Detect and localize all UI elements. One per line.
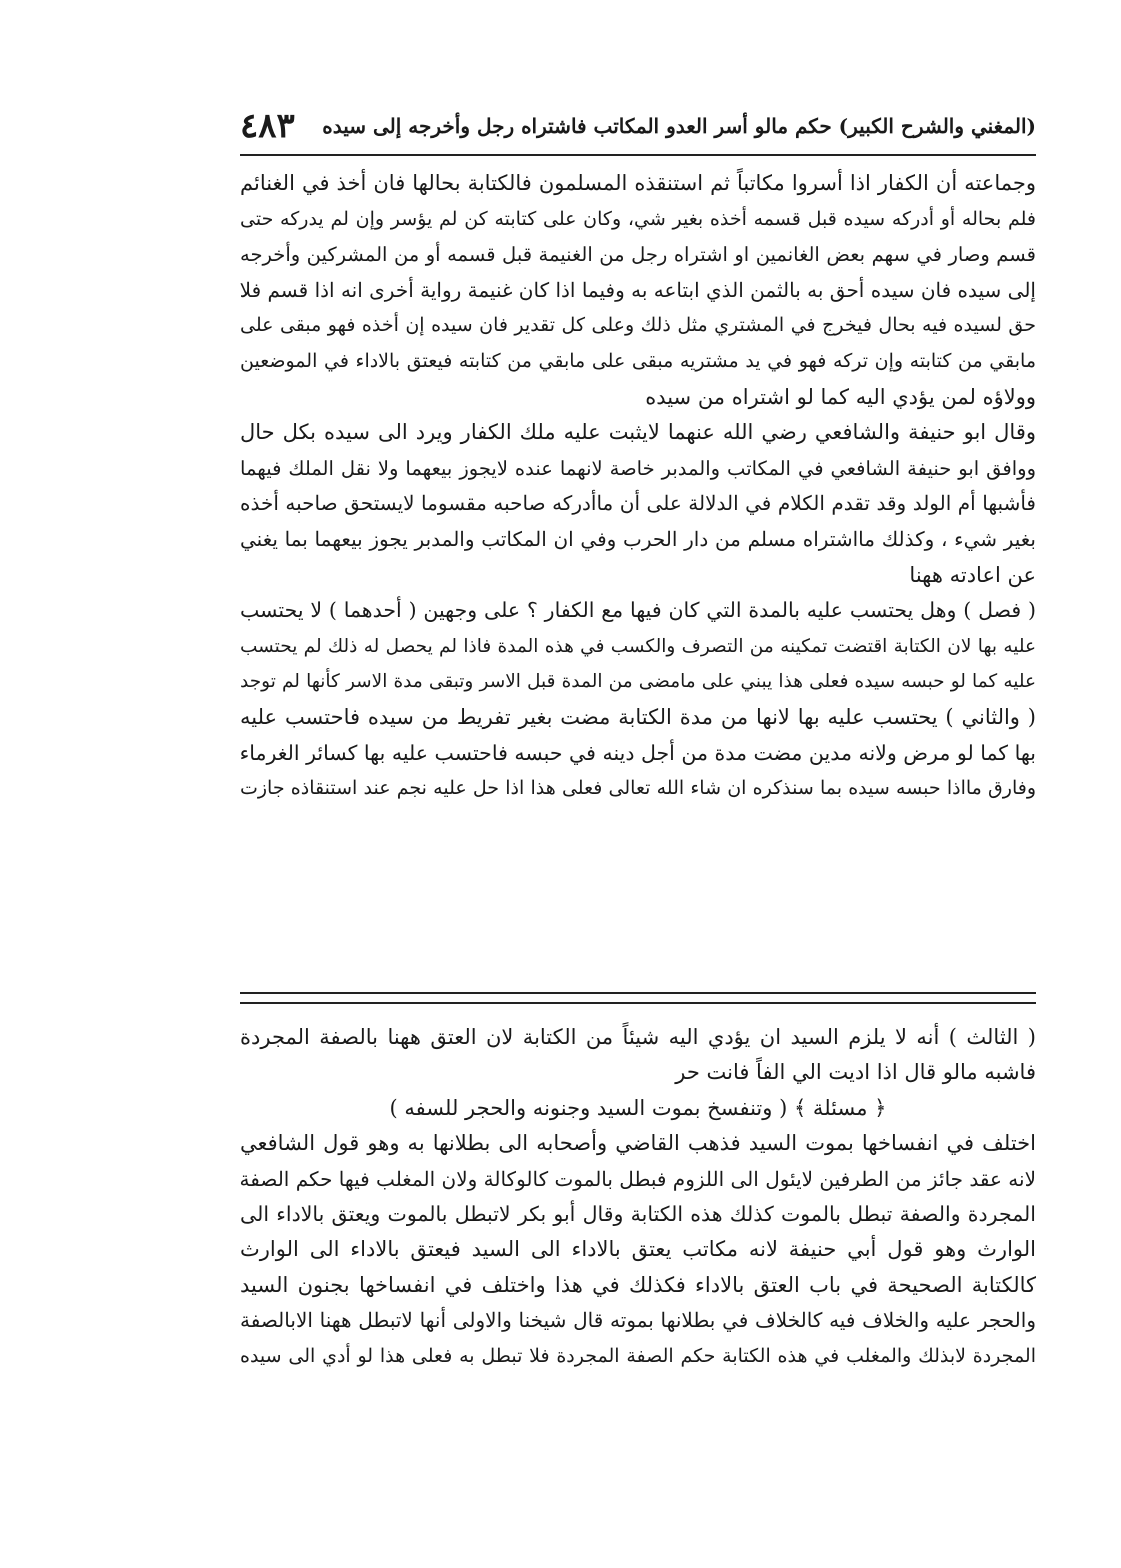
text-line: حق لسيده فيه بحال فيخرج في المشتري مثل ذلك وعلى كل تقدير فان سيده إن أخذه فهو مبقى على (240, 314, 1036, 337)
text-line: ( الثالث ) أنه لا يلزم السيد ان يؤدي اليه شيئاً من الكتابة لان العتق ههنا بالصفة المجردة (240, 1025, 1036, 1049)
text-line: قسم وصار في سهم بعض الغانمين او اشتراه رجل من الغنيمة قبل قسمه أو من المشركين وأخرجه (240, 243, 1036, 267)
text-line: وولاؤه لمن يؤدي اليه كما لو اشتراه من سيده (645, 384, 1036, 409)
text-line: كالكتابة الصحيحة في باب العتق بالاداء فكذلك في هذا واختلف في انفساخها بجنون السيد (240, 1272, 1036, 1297)
text-line: المجردة لابذلك والمغلب في هذه الكتابة حكم الصفة المجردة فلا تبطل به فعلى هذا لو أدي الى سيده (240, 1344, 1036, 1367)
text-line: ووافق ابو حنيفة الشافعي في المكاتب والمدبر خاصة لانهما عنده لايجوز بيعهما ولا نقل الملك فيهما (240, 456, 1036, 480)
text-line: لانه عقد جائز من الطرفين لايئول الى اللزوم فبطل بالموت كالوكالة ولان المغلب فيها حكم الصفة (240, 1166, 1036, 1191)
text-line: وجماعته أن الكفار اذا أسروا مكاتباً ثم استنقذه المسلمون فالكتابة بحالها فان أخذ في الغنائم (240, 171, 1036, 195)
text-line: عليه بها لان الكتابة اقتضت تمكينه من التصرف والكسب في هذه المدة فاذا لم يحصل له ذلك لم يحتسب (240, 635, 1036, 657)
lower-text-block (240, 1020, 1036, 1374)
text-line: عن اعادته ههنا (909, 562, 1036, 587)
text-line: المجردة والصفة تبطل بالموت كذلك هذه الكتابة وقال أبو بكر لاتبطل بالموت ويعتق بالاداء الى (240, 1201, 1036, 1226)
header-rule (240, 154, 1036, 156)
text-line: فاشبه مالو قال اذا اديت الي الفاً فانت حر (675, 1060, 1036, 1085)
text-line: ( والثاني ) يحتسب عليه بها لانها من مدة الكتابة مضت بغير تفريط من سيده فاحتسب عليه (240, 704, 1036, 729)
text-line: عليه كما لو حبسه سيده فعلى هذا يبني على مامضى من المدة قبل الاسر وتبقى مدة الاسر كأنها لم توجد (240, 671, 1036, 693)
text-line: مابقي من كتابته وإن تركه فهو في يد مشتريه مبقى على مابقي من كتابته فيعتق بالاداء في الموضعين (240, 349, 1036, 372)
page-number: ٤٨٣ (240, 106, 295, 146)
running-title: (المغني والشرح الكبير) حكم مالو أسر العدو المكاتب فاشتراه رجل وأخرجه إلى سيده (322, 114, 1036, 138)
text-line: إلى سيده فان سيده أحق به بالثمن الذي ابتاعه به وفيما اذا كان غنيمة رواية أخرى انه اذا قسم فلا (240, 277, 1036, 302)
text-line: بغير شيء ، وكذلك مااشتراه مسلم من دار الحرب وفي ان المكاتب والمدبر يجوز بيعهما بما يغني (240, 526, 1036, 551)
text-line: ( فصل ) وهل يحتسب عليه بالمدة التي كان فيها مع الكفار ؟ على وجهين ( أحدهما ) لا يحتسب (240, 598, 1036, 623)
text-line: اختلف في انفساخها بموت السيد فذهب القاضي وأصحابه الى بطلانها به وهو قول الشافعي (240, 1131, 1036, 1156)
text-line: فلم بحاله أو أدركه سيده قبل قسمه أخذه بغير شي، وكان على كتابته كن لم يؤسر وإن لم يدركه حتى (240, 207, 1036, 230)
text-line: وقال ابو حنيفة والشافعي رضي الله عنهما لايثبت عليه ملك الكفار ويرد الى سيده بكل حال (240, 420, 1036, 445)
main-text-block (240, 166, 1036, 807)
text-line: والحجر عليه والخلاف فيه كالخلاف في بطلانها بموته قال شيخنا والاولى أنها لاتبطل ههنا الابالصفة (240, 1308, 1036, 1333)
text-line: فأشبها أم الولد وقد تقدم الكلام في الدلالة على أن ماأدركه صاحبه مقسوما لايستحق صاحبه أخذه (240, 491, 1036, 516)
double-rule-divider (240, 992, 1036, 1004)
text-line: وفارق مااذا حبسه سيده بما سنذكره ان شاء الله تعالى فعلى هذا اذا حل عليه نجم عند استنقاذه جازت (240, 777, 1036, 800)
page-header (240, 102, 1036, 150)
text-line: الوارث وهو قول أبي حنيفة لانه مكاتب يعتق بالاداء الى السيد فيعتق بالاداء الى الوارث (240, 1237, 1036, 1262)
section-heading: ﴿ مسئلة ﴾ ( وتنفسخ بموت السيد وجنونه والحجر للسفه ) (389, 1095, 887, 1120)
text-line: بها كما لو مرض ولانه مدين مضت مدة من أجل دينه في حبسه فاحتسب عليه بها كسائر الغرماء (240, 740, 1036, 765)
